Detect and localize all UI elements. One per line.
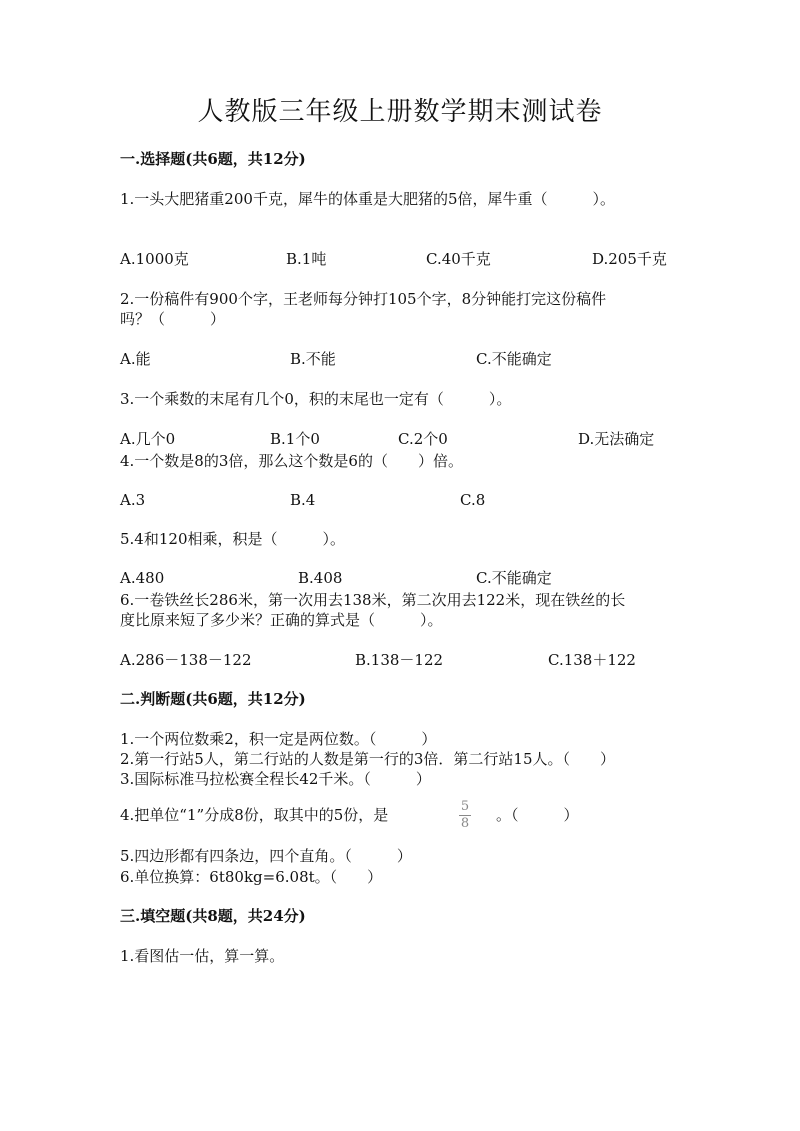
option: A.几个0 <box>120 430 176 448</box>
option: B.1个0 <box>270 430 320 448</box>
option: B.138－122 <box>355 651 444 669</box>
judge-item: 6.单位换算：6t80kg=6.08t。（ ） <box>120 868 383 886</box>
fraction <box>454 800 476 831</box>
option: B.1吨 <box>286 250 327 268</box>
option: D.205千克 <box>592 250 667 268</box>
option: C.40千克 <box>426 250 491 268</box>
option: A.3 <box>120 491 146 509</box>
question-text: 5.4和120相乘，积是（ ）。 <box>120 530 345 548</box>
question-text: 吗？（ ） <box>120 310 226 328</box>
question-text: 1.一头大肥猪重200千克，犀牛的体重是大肥猪的5倍，犀牛重（ ）。 <box>120 190 615 208</box>
question-text: 2.一份稿件有900个字，王老师每分钟打105个字，8分钟能打完这份稿件 <box>120 290 607 308</box>
option: A.286－138－122 <box>120 651 252 669</box>
judge-item: 2.第一行站5人，第二行站的人数是第一行的3倍．第二行站15人。（ ） <box>120 750 615 768</box>
question-text: 度比原来短了多少米？正确的算式是（ ）。 <box>120 611 443 629</box>
option: B.4 <box>290 491 316 509</box>
question-text: 3.一个乘数的末尾有几个0，积的末尾也一定有（ ）。 <box>120 390 512 408</box>
question-text: 6.一卷铁丝长286米，第一次用去138米，第二次用去122米，现在铁丝的长 <box>120 591 626 609</box>
option: B.408 <box>298 569 343 587</box>
option: B.不能 <box>290 350 336 368</box>
option: A.1000克 <box>120 250 189 268</box>
judge-item-tail: 。（ ） <box>496 806 579 824</box>
option: D.无法确定 <box>578 430 655 448</box>
judge-item: 5.四边形都有四条边，四个直角。（ ） <box>120 847 412 865</box>
fill-item: 1.看图估一估，算一算。 <box>120 947 285 965</box>
option: C.2个0 <box>398 430 448 448</box>
fraction-denominator: 8 <box>460 816 470 831</box>
option: C.138＋122 <box>548 651 636 669</box>
page-title: 人教版三年级上册数学期末测试卷 <box>197 97 603 127</box>
option: C.8 <box>460 491 486 509</box>
judge-item: 4.把单位“1”分成8份，取其中的5份，是 <box>120 806 389 824</box>
section-heading-judge: 二.判断题(共6题，共12分) <box>120 690 306 708</box>
option: A.能 <box>120 350 151 368</box>
option: C.不能确定 <box>476 569 552 587</box>
question-text: 4.一个数是8的3倍，那么这个数是6的（ ）倍。 <box>120 452 463 470</box>
option: C.不能确定 <box>476 350 552 368</box>
judge-item: 3.国际标准马拉松赛全程长42千米。（ ） <box>120 770 431 788</box>
section-heading-fill: 三.填空题(共8题，共24分) <box>120 907 306 925</box>
section-heading-choice: 一.选择题(共6题，共12分) <box>120 150 306 168</box>
option: A.480 <box>120 569 165 587</box>
fraction-numerator: 5 <box>460 799 470 814</box>
judge-item: 1.一个两位数乘2，积一定是两位数。（ ） <box>120 730 437 748</box>
